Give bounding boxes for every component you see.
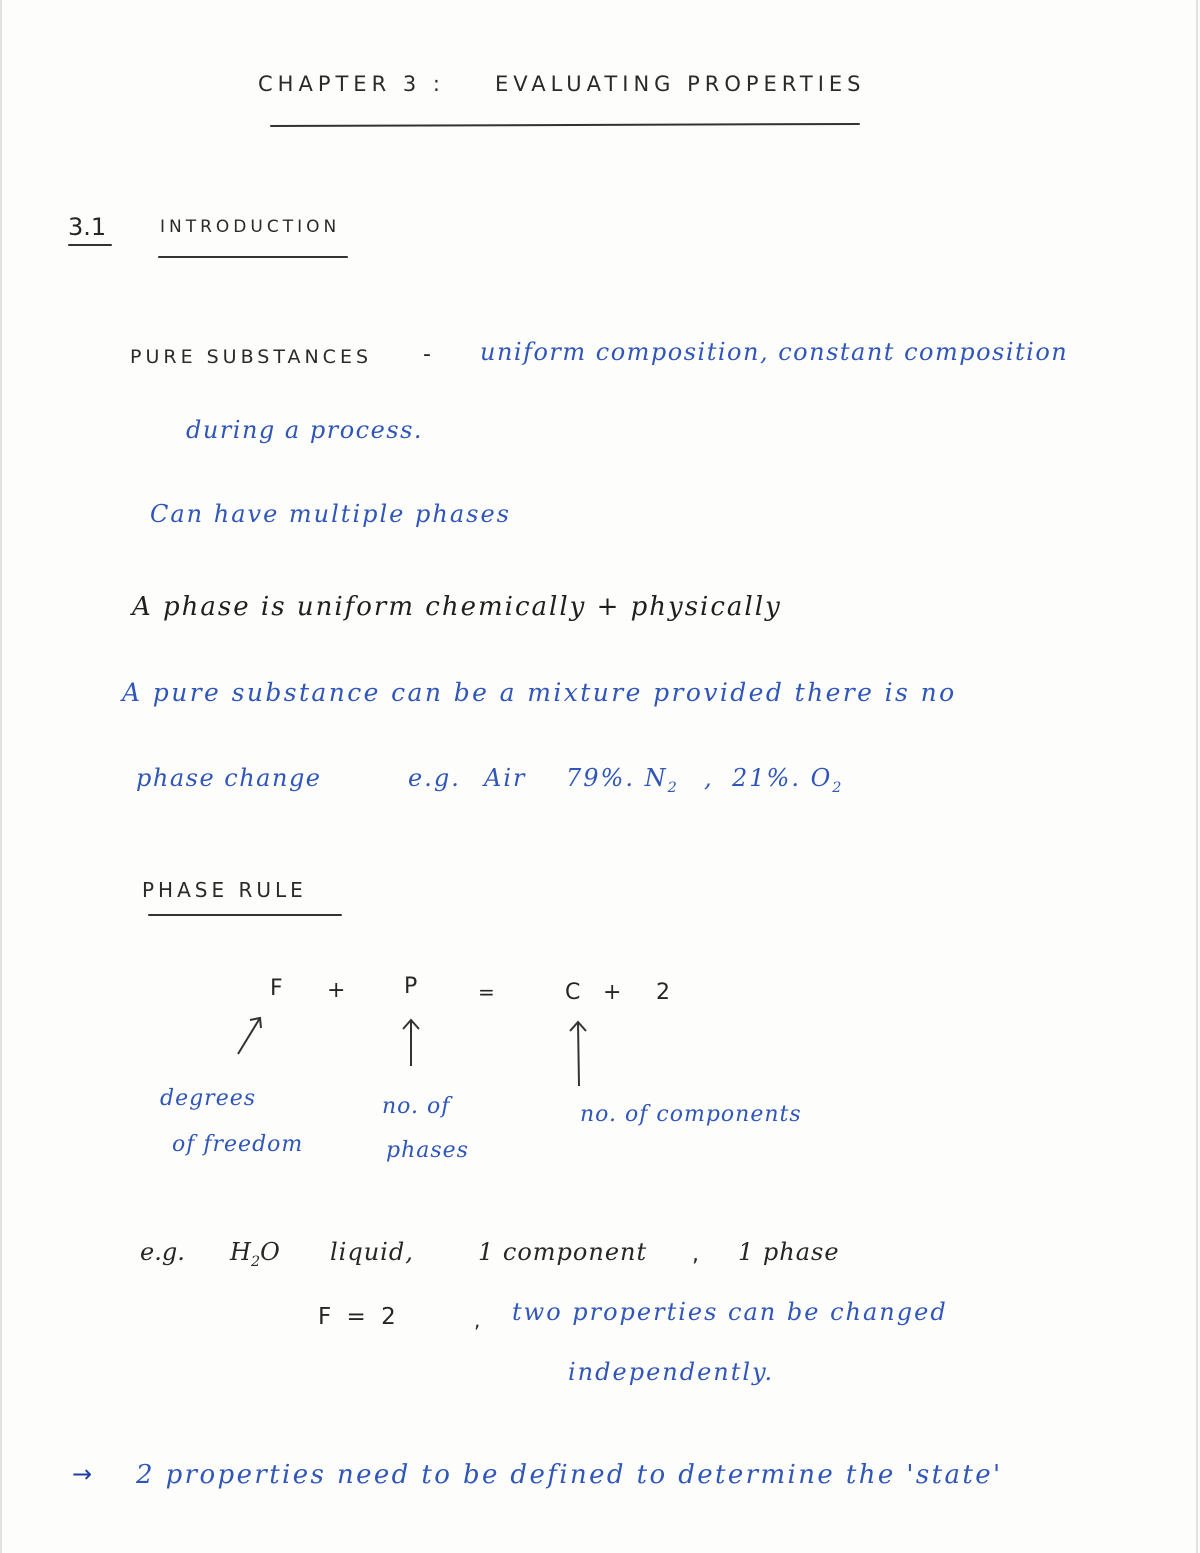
section-number-underline (68, 244, 112, 246)
arrow-to-f-icon (230, 1010, 270, 1058)
chapter-title: EVALUATING PROPERTIES (495, 72, 866, 96)
equation-c: C (565, 980, 581, 1005)
equation-plus-2: + (603, 980, 622, 1005)
equation-plus-1: + (327, 978, 346, 1003)
arrow-to-c-icon (564, 1018, 594, 1088)
pure-substance-definition-line2: during a process. (186, 416, 424, 444)
example-explanation-line2: independently. (568, 1358, 775, 1386)
label-of-freedom: of freedom (172, 1132, 304, 1157)
example-components: 1 component (478, 1238, 648, 1266)
example-explanation-line1: two properties can be changed (512, 1298, 948, 1326)
equation-f: F (270, 976, 283, 1001)
mixture-example-label: e.g. (408, 764, 461, 792)
section-number: 3.1 (68, 213, 107, 241)
multiple-phases-note: Can have multiple phases (150, 500, 511, 528)
mixture-note-line1: A pure substance can be a mixture provided there is no (122, 678, 957, 707)
example-comma: , (474, 1308, 481, 1332)
right-page-edge (1196, 0, 1198, 1553)
example-state: liquid, (330, 1238, 414, 1266)
pure-substance-definition-line1: uniform composition, constant composition (480, 338, 1069, 366)
left-page-edge (0, 0, 2, 1553)
section-title: INTRODUCTION (160, 217, 341, 237)
phase-rule-heading: PHASE RULE (142, 878, 307, 902)
air-separator: , (704, 764, 712, 792)
conclusion-arrow-icon: → (72, 1460, 93, 1488)
label-no-of-components: no. of components (580, 1102, 802, 1127)
arrow-to-p-icon (396, 1016, 426, 1068)
label-phases: phases (386, 1138, 469, 1163)
pure-substances-label: PURE SUBSTANCES (130, 346, 373, 368)
conclusion-text: 2 properties need to be defined to determine the 'state' (136, 1460, 1003, 1490)
chapter-label: CHAPTER 3 : (258, 72, 445, 96)
example-phases: 1 phase (738, 1238, 840, 1266)
header-underline (270, 123, 860, 127)
mixture-example-air: Air (484, 764, 527, 792)
example-label: e.g. (140, 1238, 185, 1266)
air-nitrogen-fraction: 79%. $N_2$ (566, 764, 679, 796)
phase-definition: A phase is uniform chemically + physically (132, 592, 782, 622)
air-oxygen-fraction: 21%. $O_2$ (732, 764, 844, 796)
example-f-value: F = 2 (318, 1304, 400, 1330)
label-no-of: no. of (382, 1094, 451, 1119)
example-substance-water: $H_2O$ (230, 1238, 280, 1270)
section-title-underline (158, 256, 348, 258)
example-separator: , (692, 1242, 699, 1267)
definition-dash: - (423, 342, 431, 367)
label-degrees: degrees (160, 1086, 257, 1111)
mixture-note-phase-change: phase change (136, 764, 322, 792)
equation-equals: = (478, 980, 495, 1004)
equation-p: P (404, 974, 418, 999)
phase-rule-underline (148, 914, 342, 916)
equation-two: 2 (656, 980, 670, 1005)
